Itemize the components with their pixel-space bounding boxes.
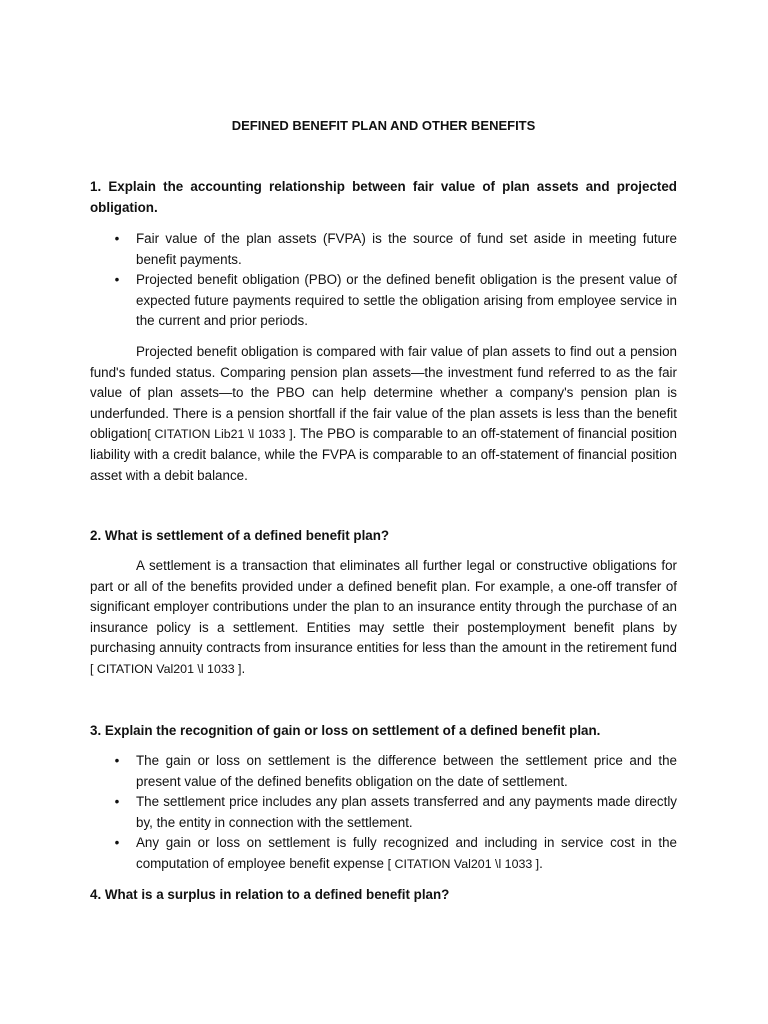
bullet-text: The settlement price includes any plan assets transferred and any payments made directly by, the entity in connection with the settlement. xyxy=(136,794,677,830)
bullet-icon: • xyxy=(114,835,120,851)
bullet-text-part: Any gain or loss on settlement is fully recognized and including in service cost in the computation of employee benefit expense xyxy=(136,835,677,871)
paragraph-text: . The PBO is comparable to an off-statement of financial position liability with a credit balance, while the FVPA is comparable to an off-statement of financial position asset with a debit balance. xyxy=(90,426,678,483)
citation-field: [ CITATION Val201 \l 1033 ] xyxy=(387,856,540,871)
section-2-paragraph xyxy=(90,556,677,680)
list-item xyxy=(90,229,677,270)
citation-field: [ CITATION Lib21 \l 1033 ] xyxy=(147,427,293,442)
bullet-icon: • xyxy=(114,272,120,288)
paragraph-text: A settlement is a transaction that eliminates all further legal or constructive obligations for part or all of the benefits provided under a defined benefit plan. For example, a one-off transfer of significant employer contributions under the plan to an insurance entity through the purchase of an insurance policy is a settlement. Entities may settle their postemployment benefit plans by purchasing annuity contracts from insurance entities for less than the amount in the retirement fund xyxy=(90,558,677,656)
bullet-text-part: . xyxy=(539,855,543,871)
section-2-heading: 2. What is settlement of a defined benefit plan? xyxy=(90,528,390,543)
list-item xyxy=(90,833,677,874)
bullet-text xyxy=(136,835,677,871)
section-1-heading: 1. Explain the accounting relationship between fair value of plan assets and projected obligation. xyxy=(90,179,677,215)
bullet-text: The gain or loss on settlement is the difference between the settlement price and the present value of the defined benefits obligation on the date of settlement. xyxy=(136,753,677,789)
citation-field: [ CITATION Val201 \l 1033 ] xyxy=(90,661,242,676)
bullet-icon: • xyxy=(114,794,120,810)
section-3-bullet-list xyxy=(90,751,677,875)
section-1-paragraph xyxy=(90,342,677,486)
bullet-text: Projected benefit obligation (PBO) or the defined benefit obligation is the present value of expected future payments required to settle the obligation arising from employee service in the current and prior periods. xyxy=(136,272,677,329)
bullet-icon: • xyxy=(114,231,120,246)
list-item xyxy=(90,792,677,833)
section-3-heading: 3. Explain the recognition of gain or loss on settlement of a defined benefit plan. xyxy=(90,723,601,738)
section-1-bullet-list xyxy=(90,229,677,332)
paragraph-text: Projected benefit obligation is compared with fair value of plan assets to find out a pension fund's funded status. Comparing pension plan assets—the investment fund referred to as the fair value of plan assets—to the PBO can help determine whether a company's pension plan is underfunded. There is a pension shortfall if the fair value of the plan assets is less than the benefit obligation xyxy=(90,344,677,442)
bullet-icon: • xyxy=(114,753,120,768)
bullet-text: Fair value of the plan assets (FVPA) is the source of fund set aside in meeting future benefit payments. xyxy=(136,231,677,267)
paragraph-text: . xyxy=(241,660,246,676)
list-item xyxy=(90,751,677,792)
section-4-heading: 4. What is a surplus in relation to a defined benefit plan? xyxy=(90,887,450,902)
document-title: DEFINED BENEFIT PLAN AND OTHER BENEFITS xyxy=(231,118,536,133)
list-item xyxy=(90,270,677,332)
